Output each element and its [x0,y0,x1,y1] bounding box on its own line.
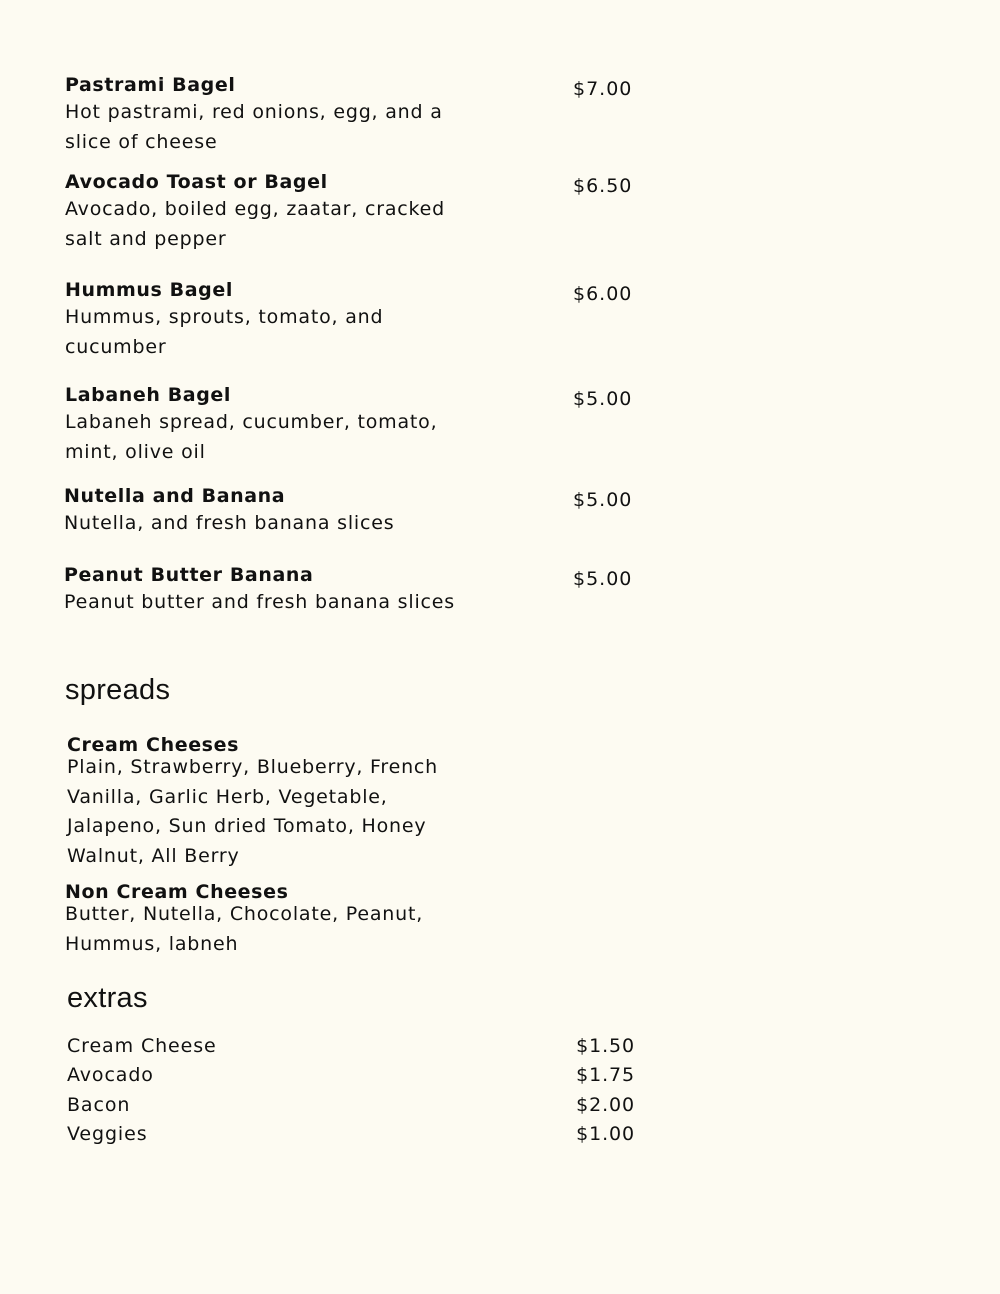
extra-item-price: $1.75 [576,1064,635,1086]
extra-item-name: Bacon [67,1094,131,1116]
extra-item [67,1120,635,1148]
item-price: $5.00 [573,568,633,590]
item-price: $6.50 [573,175,633,197]
extra-item [67,1061,635,1089]
item-price: $6.00 [573,283,633,305]
extra-item-name: Veggies [67,1123,148,1145]
extra-item [67,1032,635,1060]
item-description: Hummus, sprouts, tomato, and cucumber [65,306,384,358]
item-name: Peanut Butter Banana [64,564,314,586]
spread-group-items: Butter, Nutella, Chocolate, Peanut, Hummus, labneh [65,903,424,955]
item-name: Avocado Toast or Bagel [65,171,328,193]
item-name: Nutella and Banana [64,485,286,507]
section-title-extras: extras [67,982,148,1014]
extra-item [67,1091,635,1119]
item-description: Labaneh spread, cucumber, tomato, mint, olive oil [65,411,438,463]
extra-item-price: $1.50 [576,1035,635,1057]
item-description: Nutella, and fresh banana slices [64,512,395,534]
item-description: Peanut butter and fresh banana slices [64,591,455,613]
item-price: $7.00 [573,78,633,100]
section-title-spreads: spreads [65,674,171,706]
item-description: Hot pastrami, red onions, egg, and a slice of cheese [65,101,443,153]
item-price: $5.00 [573,489,633,511]
item-description: Avocado, boiled egg, zaatar, cracked salt and pepper [65,198,445,250]
spread-group-name: Non Cream Cheeses [65,881,289,903]
extra-item-price: $1.00 [576,1123,635,1145]
spread-group-name: Cream Cheeses [67,734,239,756]
spread-group-items: Plain, Strawberry, Blueberry, French Vanilla, Garlic Herb, Vegetable, Jalapeno, Sun dried Tomato, Honey Walnut, All Berry [67,756,439,867]
extra-item-name: Avocado [67,1064,154,1086]
extra-item-price: $2.00 [576,1094,635,1116]
item-name: Pastrami Bagel [65,74,236,96]
item-name: Hummus Bagel [65,279,233,301]
extra-item-name: Cream Cheese [67,1035,217,1057]
item-name: Labaneh Bagel [65,384,232,406]
item-price: $5.00 [573,388,633,410]
